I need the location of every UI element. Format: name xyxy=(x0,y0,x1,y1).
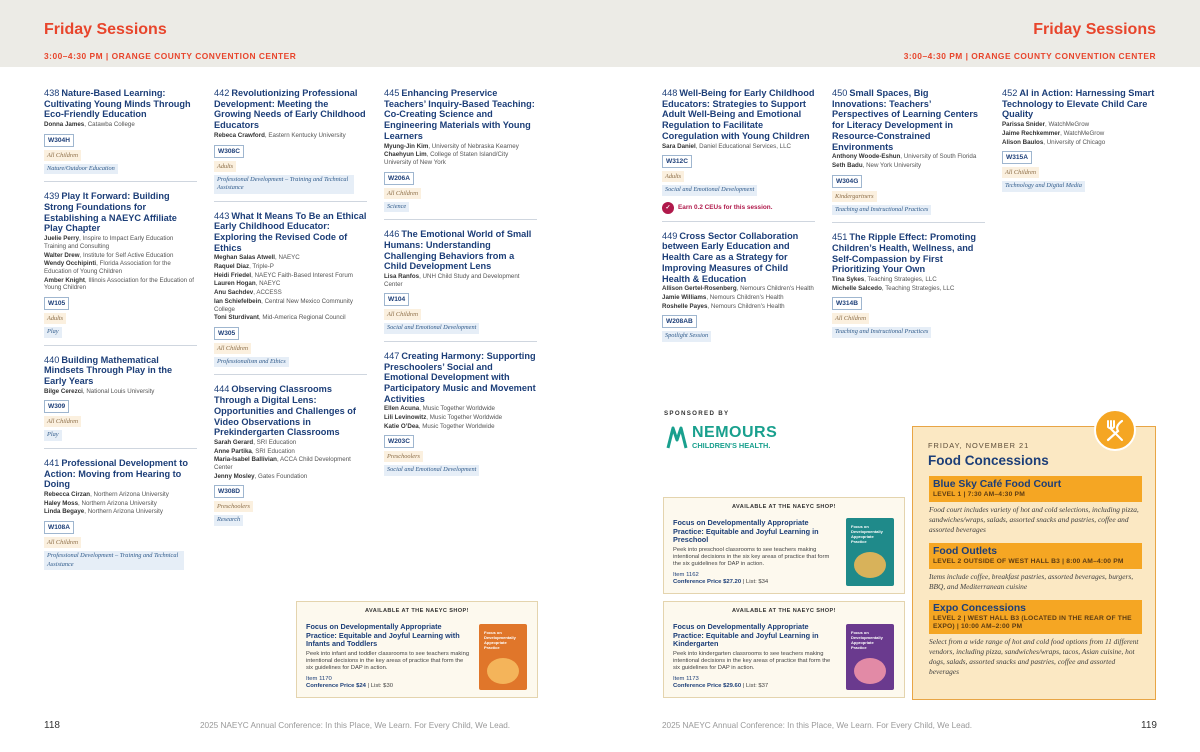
session-439 xyxy=(44,189,197,345)
speaker: Michelle Salcedo, Teaching Strategies, LLC xyxy=(832,284,955,292)
column-5 xyxy=(832,86,985,352)
speaker: Toni Sturdivant, Mid-America Regional Council xyxy=(214,314,346,322)
footer-text-left: 2025 NAEYC Annual Conference: In this Place, We Learn. For Every Child, We Lead. xyxy=(200,721,511,730)
session-440 xyxy=(44,353,197,449)
speaker: Meghan Salas Atwell, NAEYC xyxy=(214,254,300,262)
audience-tag: Adults xyxy=(214,161,236,172)
room-badge: W304G xyxy=(832,175,862,188)
venue-name: Expo Concessions xyxy=(933,603,1026,614)
session-438 xyxy=(44,86,197,182)
speaker: Ellen Acuna, Music Together Worldwide xyxy=(384,405,495,413)
page-subtitle-right: 3:00–4:30 PM | ORANGE COUNTY CONVENTION CENTER xyxy=(903,51,1156,61)
speaker: Myung-Jin Kim, University of Nebraska Kearney xyxy=(384,142,519,150)
shop-ad-title[interactable]: Focus on Developmentally Appropriate Practice: Equitable and Joyful Learning in Kindergarten xyxy=(673,622,819,649)
speaker: Lauren Hogan, NAEYC xyxy=(214,280,281,288)
page-subtitle-left: 3:00–4:30 PM | ORANGE COUNTY CONVENTION CENTER xyxy=(44,51,297,61)
shop-ad-desc: Peek into infant and toddler classrooms to see teachers making intentional decisions in the key areas of practice that form the six guidelines for DAP in action. xyxy=(306,650,470,671)
topic-tag: Professional Development – Training and Technical Assistance xyxy=(44,551,184,570)
session-449 xyxy=(662,229,815,349)
shop-ad-title[interactable]: Focus on Developmentally Appropriate Practice: Equitable and Joyful Learning with Infants and Toddlers xyxy=(306,622,460,649)
speaker: Chaehyun Lim, College of Staten Island/City University of New York xyxy=(384,151,509,166)
speaker: Juelie Perry, Inspire to Impact Early Education Training and Consulting xyxy=(44,235,174,250)
session-title[interactable]: 446 The Emotional World of Small Humans: Understanding Challenging Behaviors from a Child Development Lens xyxy=(384,229,532,272)
footer-text-right: 2025 NAEYC Annual Conference: In this Place, We Learn. For Every Child, We Lead. xyxy=(662,721,973,730)
column-6 xyxy=(1002,86,1155,206)
room-badge: W308C xyxy=(214,145,244,158)
fork-knife-icon xyxy=(1094,409,1136,451)
audience-tag: All Children xyxy=(44,537,81,548)
session-442 xyxy=(214,86,367,202)
audience-tag: All Children xyxy=(214,343,251,354)
speaker: Anne Partika, SRI Education xyxy=(214,447,295,455)
book-cover-image: Focus on Developmentally Appropriate Practice xyxy=(846,624,894,690)
session-title[interactable]: 441 Professional Development to Action: Moving from Hearing to Doing xyxy=(44,457,188,490)
audience-tag: Adults xyxy=(44,313,66,324)
nemours-logo xyxy=(666,424,777,450)
shop-ad-item: Item 1170 xyxy=(306,675,332,682)
topic-tag: Research xyxy=(214,515,243,526)
speaker: Linda Begaye, Northern Arizona University xyxy=(44,508,163,516)
session-448 xyxy=(662,86,815,222)
speaker: Jamie Williams, Nemours Children's Health xyxy=(662,293,784,301)
food-venue-header xyxy=(929,600,1142,634)
audience-tag: All Children xyxy=(832,313,869,324)
ceu-icon: ✓ xyxy=(662,202,674,214)
shop-ad-kindergarten[interactable] xyxy=(663,601,905,698)
speaker: Maria-Isabel Ballivian, ACCA Child Development Center xyxy=(214,456,351,472)
room-badge: W315A xyxy=(1002,151,1032,164)
shop-ad-label: AVAILABLE AT THE NAEYC SHOP! xyxy=(732,608,836,614)
session-445 xyxy=(384,86,537,220)
room-badge: W304H xyxy=(44,134,74,147)
speaker: Jaime Rechkemmer, WatchMeGrow xyxy=(1002,129,1105,137)
topic-tag: Teaching and Instructional Practices xyxy=(832,327,931,338)
header-band-right xyxy=(600,0,1200,67)
room-badge: W309 xyxy=(44,400,69,413)
topic-tag: Technology and Digital Media xyxy=(1002,181,1085,192)
speaker: Donna James, Catawba College xyxy=(44,121,135,129)
audience-tag: Kindergartners xyxy=(832,191,877,202)
audience-tag: All Children xyxy=(384,309,421,320)
audience-tag: All Children xyxy=(384,188,421,199)
session-title[interactable]: 444 Observing Classrooms Through a Digital Lens: Opportunities and Challenges of Video Observations in Prekindergarten Classrooms xyxy=(214,384,356,438)
page-title-left: Friday Sessions xyxy=(44,21,167,38)
audience-tag: Adults xyxy=(662,171,684,182)
topic-tag: Social and Emotional Development xyxy=(662,185,757,196)
speaker: Ian Schiefelbein, Central New Mexico Community College xyxy=(214,297,353,313)
room-badge: W312C xyxy=(662,155,692,168)
session-444 xyxy=(214,382,367,533)
session-447 xyxy=(384,349,537,483)
speaker: Lili Levinowitz, Music Together Worldwide xyxy=(384,414,503,422)
column-3 xyxy=(384,86,537,490)
room-badge: W108A xyxy=(44,521,74,534)
session-title[interactable]: 452 AI in Action: Harnessing Smart Technology to Elevate Child Care Quality xyxy=(1002,88,1155,120)
topic-tag: Nature/Outdoor Education xyxy=(44,164,118,175)
speaker: Jenny Mosley, Gates Foundation xyxy=(214,472,308,480)
session-title[interactable]: 445 Enhancing Preservice Teachers’ Inquiry-Based Teaching: Co-Creating Science and Engineering Materials with Young Learners xyxy=(384,88,535,141)
speaker: Raquel Diaz, Triple-P xyxy=(214,263,274,271)
speaker: Rebecca Cirzan, Northern Arizona University xyxy=(44,490,169,498)
audience-tag: All Children xyxy=(44,416,81,427)
food-title: Food Concessions xyxy=(928,453,1049,468)
topic-tag: Science xyxy=(384,202,409,213)
room-badge: W308D xyxy=(214,485,244,498)
session-443 xyxy=(214,209,367,376)
speaker: Rebeca Crawford, Eastern Kentucky University xyxy=(214,131,346,139)
session-title[interactable]: 451 The Ripple Effect: Promoting Children’s Health, Wellness, and Self-Compassion by First Prioritizing Your Own xyxy=(832,232,976,275)
audience-tag: Preschoolers xyxy=(214,501,253,512)
session-451 xyxy=(832,230,985,345)
sponsor-sub: CHILDREN'S HEALTH. xyxy=(692,440,771,450)
venue-location: LEVEL 2 OUTSIDE OF WEST HALL B3 | 8:00 AM–4:00 PM xyxy=(933,558,1124,565)
venue-desc: Items include coffee, breakfast pastries, assorted beverages, burgers, BBQ, and Mediterranean cuisine xyxy=(929,572,1134,591)
book-cover-image: Focus on Developmentally Appropriate Practice xyxy=(846,518,894,586)
venue-desc: Food court includes variety of hot and cold selections, including pizza, sandwiches/wraps, salads, assorted snacks and pastries, coffee and assorted beverages xyxy=(929,505,1139,534)
shop-ad-price: Conference Price $24 | List: $30 xyxy=(306,682,394,689)
speaker: Anu Sachdev, ACCESS xyxy=(214,289,282,297)
session-title[interactable]: 447 Creating Harmony: Supporting Preschoolers’ Social and Emotional Development with Participatory Music and Movement Activities xyxy=(384,350,536,404)
session-title[interactable]: 442 Revolutionizing Professional Development: Meeting the Growing Needs of Early Childhood Educators xyxy=(214,88,366,131)
shop-ad-infants-toddlers[interactable] xyxy=(296,601,538,698)
room-badge: W206A xyxy=(384,172,414,185)
speaker: Allison Gertel-Rosenberg, Nemours Children's Health xyxy=(662,285,814,293)
speaker: Roshelle Payes, Nemours Children's Health xyxy=(662,302,785,310)
page-number-left: 118 xyxy=(44,720,60,731)
session-title[interactable]: 439 Play It Forward: Building Strong Foundations for Establishing a NAEYC Affiliate Play Chapter xyxy=(44,191,177,234)
venue-name: Food Outlets xyxy=(933,546,998,557)
food-venue-header xyxy=(929,543,1142,569)
session-446 xyxy=(384,227,537,342)
audience-tag: All Children xyxy=(1002,167,1039,178)
topic-tag: Social and Emotional Development xyxy=(384,465,479,476)
shop-ad-label: AVAILABLE AT THE NAEYC SHOP! xyxy=(365,608,469,614)
speaker: Sara Daniel, Daniel Educational Services, LLC xyxy=(662,142,792,150)
session-450 xyxy=(832,86,985,223)
room-badge: W104 xyxy=(384,293,409,306)
session-452 xyxy=(1002,86,1155,199)
shop-ad-price: Conference Price $27.20 | List: $34 xyxy=(673,578,769,585)
room-badge: W203C xyxy=(384,435,414,448)
topic-tag: Spotlight Session xyxy=(662,331,711,342)
session-title[interactable]: 448 Well-Being for Early Childhood Educators: Strategies to Support Adult Well-Being and Emotional Regulation to Facilitate Coregulation with Young Children xyxy=(662,88,815,141)
room-badge: W305 xyxy=(214,327,239,340)
audience-tag: All Children xyxy=(44,150,81,161)
room-badge: W208AB xyxy=(662,315,697,328)
speaker: Anthony Woode-Eshun, University of South Florida xyxy=(832,153,977,161)
session-title[interactable]: 440 Building Mathematical Mindsets Through Play in the Early Years xyxy=(44,354,173,386)
audience-tag: Preschoolers xyxy=(384,451,423,462)
session-441 xyxy=(44,456,197,577)
topic-tag: Professional Development – Training and Technical Assistance xyxy=(214,175,354,194)
venue-desc: Select from a wide range of hot and cold food options from 11 different vendors, including pizza, sandwiches/wraps, tacos, Asian cuisine, hot dogs, salads, assorted snacks and pastries, coffee and assorted beverages xyxy=(929,637,1139,676)
speaker: Katie O’Dea, Music Together Worldwide xyxy=(384,422,495,430)
column-2 xyxy=(214,86,367,540)
speaker: Wendy Occhipinti, Florida Association for the Education of Young Children xyxy=(44,260,171,275)
shop-ad-desc: Peek into kindergarten classrooms to see teachers making intentional decisions in the key areas of practice that form the six guidelines for DAP in action. xyxy=(673,650,831,671)
venue-name: Blue Sky Café Food Court xyxy=(933,479,1062,490)
speaker: Lisa Ranfos, UNH Child Study and Development Center xyxy=(384,272,520,288)
column-4 xyxy=(662,86,815,356)
session-title[interactable]: 438 Nature-Based Learning: Cultivating Young Minds Through Eco-Friendly Education xyxy=(44,88,191,120)
speaker: Alison Baulos, University of Chicago xyxy=(1002,138,1106,146)
topic-tag: Play xyxy=(44,327,62,338)
speaker: Haley Moss, Northern Arizona University xyxy=(44,499,157,507)
topic-tag: Professionalism and Ethics xyxy=(214,357,289,368)
sponsor-name: NEMOURS xyxy=(692,423,778,441)
shop-ad-label: AVAILABLE AT THE NAEYC SHOP! xyxy=(732,504,836,510)
column-1 xyxy=(44,86,197,584)
food-venue-header xyxy=(929,476,1142,502)
session-title[interactable]: 450 Small Spaces, Big Innovations: Teachers’ Perspectives of Learning Centers for Literacy Development in Resource-Constrained Environments xyxy=(832,88,979,152)
shop-ad-item: Item 1173 xyxy=(673,675,699,682)
shop-ad-desc: Peek into preschool classrooms to see teachers making intentional decisions in the six key areas of practice that form the six guidelines for DAP in action. xyxy=(673,546,830,567)
header-band-left xyxy=(0,0,600,67)
topic-tag: Play xyxy=(44,430,62,441)
page-title-right: Friday Sessions xyxy=(1033,21,1156,38)
food-date: FRIDAY, NOVEMBER 21 xyxy=(928,441,1030,450)
topic-tag: Social and Emotional Development xyxy=(384,323,479,334)
shop-ad-preschool[interactable] xyxy=(663,497,905,594)
page-number-right: 119 xyxy=(1141,720,1157,731)
speaker: Parissa Snider, WatchMeGrow xyxy=(1002,121,1090,129)
topic-tag: Teaching and Instructional Practices xyxy=(832,205,931,216)
room-badge: W105 xyxy=(44,297,69,310)
ceu-badge: ✓ Earn 0.2 CEUs for this session. xyxy=(662,202,815,214)
speaker: Walter Drew, Institute for Self Active Education xyxy=(44,251,174,259)
speaker: Sarah Gerard, SRI Education xyxy=(214,438,297,446)
room-badge: W314B xyxy=(832,297,862,310)
nemours-mark-icon xyxy=(666,424,688,450)
speaker: Tina Sykes, Teaching Strategies, LLC xyxy=(832,275,937,283)
speaker: Amber Knight, Illinois Association for the Education of Young Children xyxy=(44,276,194,292)
shop-ad-price: Conference Price $29.60 | List: $37 xyxy=(673,682,769,689)
food-concessions-box xyxy=(912,426,1156,700)
venue-location: LEVEL 1 | 7:30 AM–4:30 PM xyxy=(933,491,1025,498)
session-title[interactable]: 449 Cross Sector Collaboration between Early Education and Health Care as a Strategy for Improving Measures of Child Health & Education xyxy=(662,230,799,284)
speaker: Bilge Cerezci, National Louis University xyxy=(44,387,155,395)
speaker: Seth Badu, New York University xyxy=(832,161,922,169)
book-cover-image: Focus on Developmentally Appropriate Practice xyxy=(479,624,527,690)
venue-location: LEVEL 2 | WEST HALL B3 (LOCATED IN THE REAR OF THE EXPO) | 10:00 AM–2:00 PM xyxy=(933,615,1132,630)
speaker: Heidi Friedel, NAEYC Faith-Based Interest Forum xyxy=(214,271,353,279)
shop-ad-title[interactable]: Focus on Developmentally Appropriate Practice: Equitable and Joyful Learning in Preschool xyxy=(673,518,819,545)
shop-ad-item: Item 1162 xyxy=(673,571,699,578)
sponsor-label: SPONSORED BY xyxy=(664,410,730,417)
session-title[interactable]: 443 What It Means To Be an Ethical Early Childhood Educator: Exploring the Revised Code of Ethics xyxy=(214,210,367,253)
